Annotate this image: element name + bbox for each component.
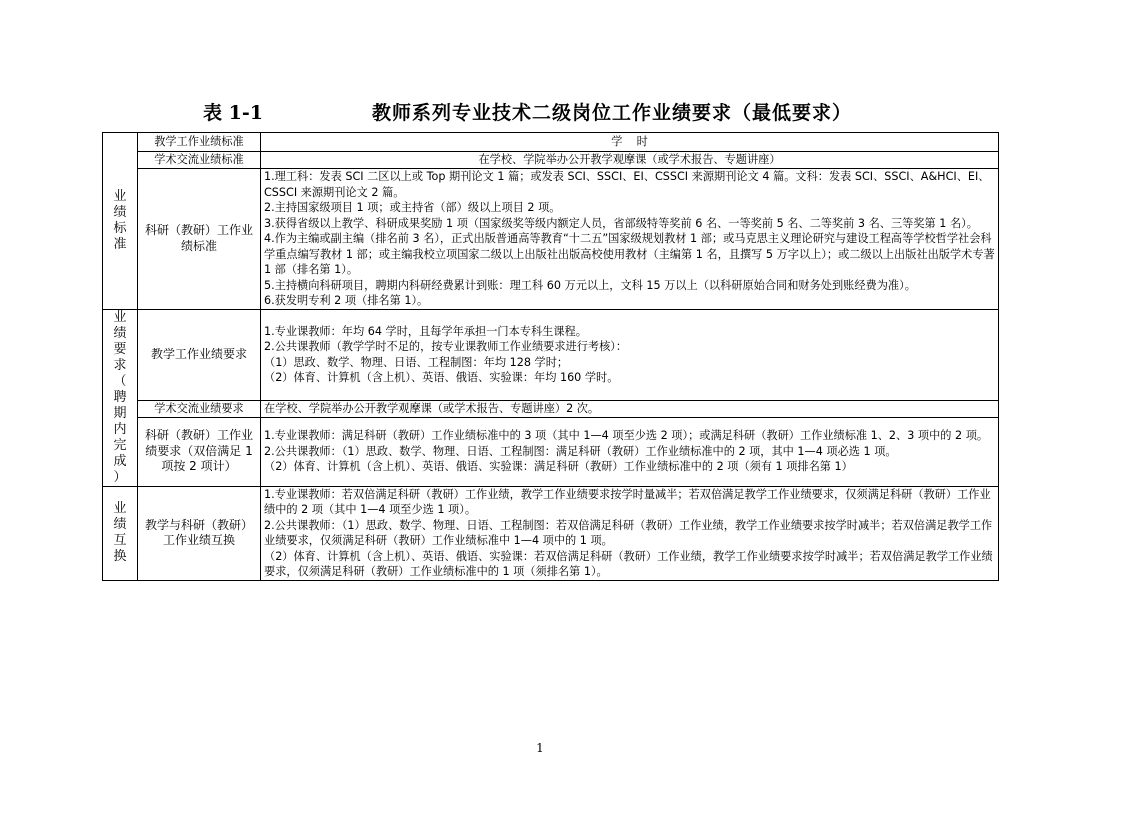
table-row: [103, 169, 999, 310]
research-requirement-list: [261, 417, 999, 486]
teaching-requirement-list: [261, 309, 999, 400]
table-row: [103, 309, 999, 400]
list-item: 4.作为主编或副主编（排名前 3 名），正式出版普通高等教育“十二五”国家级规划教材 1 部；或马克思主义理论研究与建设工程高等学校哲学社会科学重点编写教材 1 部；或主编我校立项国家二级以上出版社出版高校使用教材（主编第 1 名，且撰写 5 万字以上）；或二级以上出版社出版学术专著 1 部（排名第 1）。: [264, 232, 995, 276]
document-title: [100, 98, 1000, 124]
academic-standard-label: 学术交流业绩标准: [138, 152, 261, 169]
table-row: [103, 486, 999, 580]
table-title: 教师系列专业技术二级岗位工作业绩要求（最低要求）: [372, 102, 853, 124]
list-item: 1.理工科：发表 SCI 二区以上或 Top 期刊论文 1 篇；或发表 SCI、SSCI、EI、CSSCI 来源期刊论文 4 篇。文科：发表 SCI、SSCI、A&HCI、EI、CSSCI 来源期刊论文 2 篇。: [264, 170, 990, 199]
section-label-requirement: 业 绩 要 求 （ 聘 期 内 完 成 ）: [103, 309, 138, 486]
table-number: 表 1-1: [203, 102, 263, 124]
research-standard-list: [261, 169, 999, 310]
list-item: （1）思政、数学、物理、日语、工程制图：年均 128 学时；: [264, 355, 569, 369]
list-item: 2.公共课教师：（1）思政、数学、物理、日语、工程制图：满足科研（教研）工作业绩标准中的 2 项，其中 1—4 项必选 1 项。: [264, 444, 897, 458]
page-number: 1: [536, 741, 544, 755]
list-item: 5.主持横向科研项目，聘期内科研经费累计到账：理工科 60 万元以上，文科 15 万以上（以科研原始合同和财务处到账经费为准）。: [264, 278, 916, 292]
section-label-exchange: 业 绩 互 换: [103, 486, 138, 580]
academic-requirement-label: 学术交流业绩要求: [138, 400, 261, 417]
table-row: [103, 152, 999, 169]
requirements-table: [102, 132, 999, 581]
table-row: [103, 417, 999, 486]
list-item: 1.专业课教师：满足科研（教研）工作业绩标准中的 3 项（其中 1—4 项至少选 2 项）；或满足科研（教研）工作业绩标准 1、2、3 项中的 2 项。: [264, 429, 989, 443]
research-requirement-label: 科研（教研）工作业绩要求（双倍满足 1 项按 2 项计）: [138, 417, 261, 486]
list-item: 3.获得省级以上教学、科研成果奖励 1 项（国家级奖等级内额定人员，省部级特等奖前 6 名、一等奖前 5 名、二等奖前 3 名、三等奖第 1 名）。: [264, 216, 978, 230]
research-standard-label: 科研（教研）工作业绩标准: [138, 169, 261, 310]
table-row: [103, 400, 999, 417]
teaching-standard-value: 学 时: [261, 133, 999, 152]
list-item: 2.公共课教师：（1）思政、数学、物理、日语、工程制图：若双倍满足科研（教研）工作业绩，教学工作业绩要求按学时减半；若双倍满足教学工作业绩要求，仅须满足科研（教研）工作业绩标准中 1—4 项中的 1 项。: [264, 518, 993, 547]
list-item: （2）体育、计算机（含上机）、英语、俄语、实验课：若双倍满足科研（教研）工作业绩，教学工作业绩要求按学时减半；若双倍满足教学工作业绩要求，仅须满足科研（教研）工作业绩标准中的 1 项（须排名第 1）。: [264, 549, 993, 578]
list-item: 1.专业课教师：若双倍满足科研（教研）工作业绩，教学工作业绩要求按学时量减半；若双倍满足教学工作业绩要求，仅须满足科研（教研）工作业绩中的 2 项（其中 1—4 项至少选 1 项）。: [264, 487, 991, 516]
table-row: [103, 133, 999, 152]
teaching-standard-label: 教学工作业绩标准: [138, 133, 261, 152]
exchange-list: [261, 486, 999, 580]
list-item: 2.公共课教师（教学学时不足的，按专业课教师工作业绩要求进行考核）：: [264, 340, 628, 354]
list-item: （2）体育、计算机（含上机）、英语、俄语、实验课：年均 160 学时。: [264, 371, 619, 385]
exchange-label: 教学与科研（教研）工作业绩互换: [138, 486, 261, 580]
list-item: 1.专业课教师：年均 64 学时，且每学年承担一门本专科生课程。: [264, 324, 587, 338]
list-item: （2）体育、计算机（含上机）、英语、俄语、实验课：满足科研（教研）工作业绩标准中的 2 项（须有 1 项排名第 1）: [264, 460, 853, 474]
section-label-standard: 业 绩 标 准: [103, 133, 138, 310]
teaching-requirement-label: 教学工作业绩要求: [138, 309, 261, 400]
list-item: 6.获发明专利 2 项（排名第 1）。: [264, 294, 429, 307]
academic-standard-value: 在学校、学院举办公开教学观摩课（或学术报告、专题讲座）: [261, 152, 999, 169]
list-item: 2.主持国家级项目 1 项；或主持省（部）级以上项目 2 项。: [264, 201, 561, 214]
academic-requirement-value: 在学校、学院举办公开教学观摩课（或学术报告、专题讲座）2 次。: [261, 400, 999, 417]
